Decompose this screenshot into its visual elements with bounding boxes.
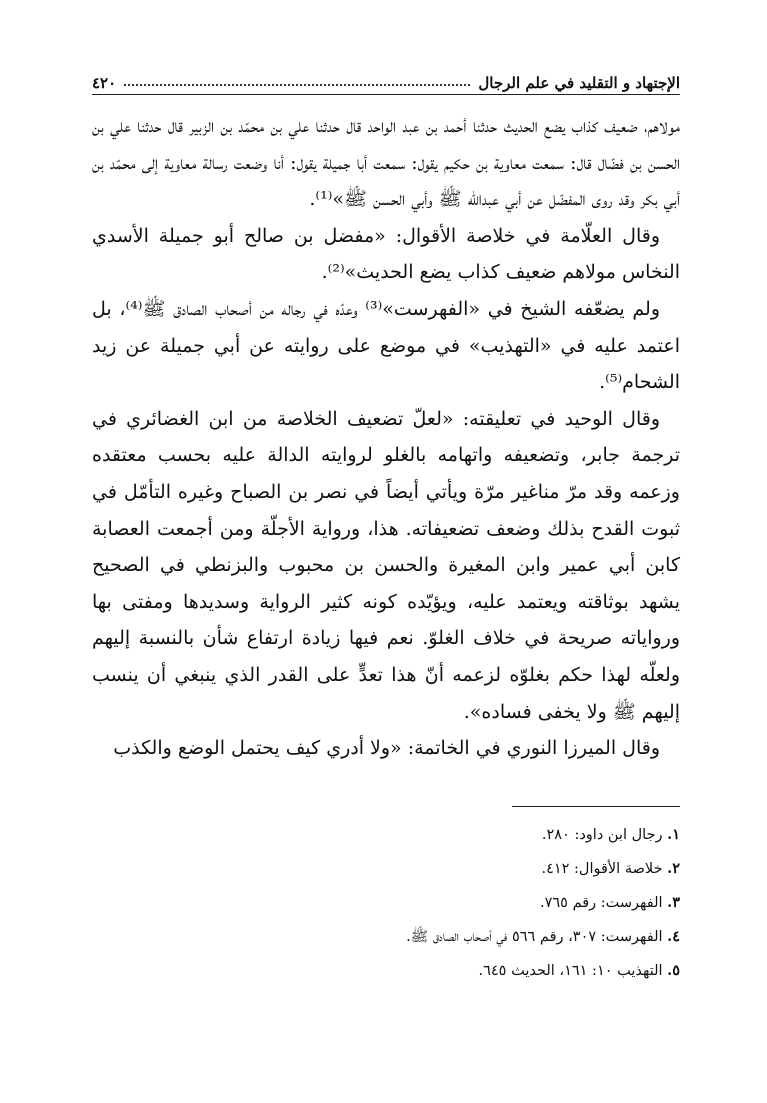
- footnote-4: [92, 920, 680, 954]
- paragraph-1: مولاهم، ضعيف كذاب يضع الحديث حدثنا أحمد بن عبد الواحد قال حدثنا علي بن محمّد بن الزبير قال حدثنا علي بن الحسن بن فضّال قال: سمعت معاوية بن حكيم يقول: سمعت أبا جميلة يقول: أنا وضعت رسالة معاوية إلى محمّد بن أبي بكر وقد روى المفضّل عن أبي عبدالله ﷺ وأبي الحسن ﷺ»⁽¹⁾.: [92, 115, 680, 211]
- footnote-number: ١.: [667, 826, 680, 843]
- header-leader-dots: [124, 84, 470, 86]
- footnote-3: [92, 886, 680, 920]
- footnotes: [92, 818, 680, 988]
- footnote-number: ٢.: [667, 860, 680, 877]
- main-text: [92, 108, 680, 767]
- footnote-1: [92, 818, 680, 852]
- footnote-5: [92, 954, 680, 988]
- footnote-text: التهذيب ١٠: ١٦١، الحديث ٦٤٥.: [478, 963, 663, 979]
- footnote-separator: [512, 806, 680, 807]
- footnote-text: خلاصة الأقوال: ٤١٢.: [541, 861, 663, 877]
- paragraph-2: وقال العلّامة في خلاصة الأقوال: «مفضل بن صالح أبو جميلة الأسدي النخاس مولاهم ضعيف كذاب يضع الحديث»⁽²⁾.: [92, 224, 680, 284]
- paragraph-3: ولم يضعّفه الشيخ في «الفهرست»⁽³⁾ وعدّه في رجاله من أصحاب الصادق ﷺ⁽⁴⁾، بل اعتمد عليه في «التهذيب» في موضع على روايته عن أبي جميلة عن زيد الشحام⁽⁵⁾.: [92, 297, 680, 394]
- paragraph-4: وقال الوحيد في تعليقته: «لعلّ تضعيف الخلاصة من ابن الغضائري في ترجمة جابر، وتضعيفه واتهامه بالغلو لروايته الدالة عليه بحسب معتقده وزعمه وقد مرّ مناغير مرّة ويأتي أيضاً في نصر بن الصباح وغيره التأمّل في ثبوت القدح بذلك وضعف تضعيفاته. هذا، ورواية الأجلّة ومن أجمعت العصابة كابن أبي عمير وابن المغيرة والحسن بن محبوب والبزنطي في الصحيح يشهد بوثاقته ويعتمد عليه، ويؤيّده كونه كثير الرواية وسديدها ومفتى بها ورواياته صريحة في خلاف الغلوّ. نعم فيها زيادة ارتفاع شأن بالنسبة إليهم ولعلّه لهذا حكم بغلوّه لزعمه أنّ هذا تعدٍّ على القدر الذي ينبغي أن ينسب إليهم ﷺ ولا يخفى فساده».: [92, 407, 680, 723]
- running-title: الإجتهاد و التقليد في علم الرجال: [478, 74, 680, 92]
- footnote-text: الفهرست: ٣٠٧، رقم ٥٦٦ في أصحاب الصادق ﷺ.: [406, 929, 663, 945]
- footnote-text: رجال ابن داود: ٢٨٠.: [541, 827, 663, 843]
- footnote-number: ٤.: [667, 928, 680, 945]
- paragraph-5: وقال الميرزا النوري في الخاتمة: «ولا أدري كيف يحتمل الوضع والكذب: [113, 737, 660, 760]
- page-number: ٤٢٠: [92, 74, 117, 92]
- header-rule: [92, 94, 680, 95]
- footnote-number: ٣.: [667, 894, 680, 911]
- footnote-2: [92, 852, 680, 886]
- running-header: [92, 66, 680, 92]
- footnote-text: الفهرست: رقم ٧٦٥.: [540, 895, 663, 911]
- footnote-number: ٥.: [667, 962, 680, 979]
